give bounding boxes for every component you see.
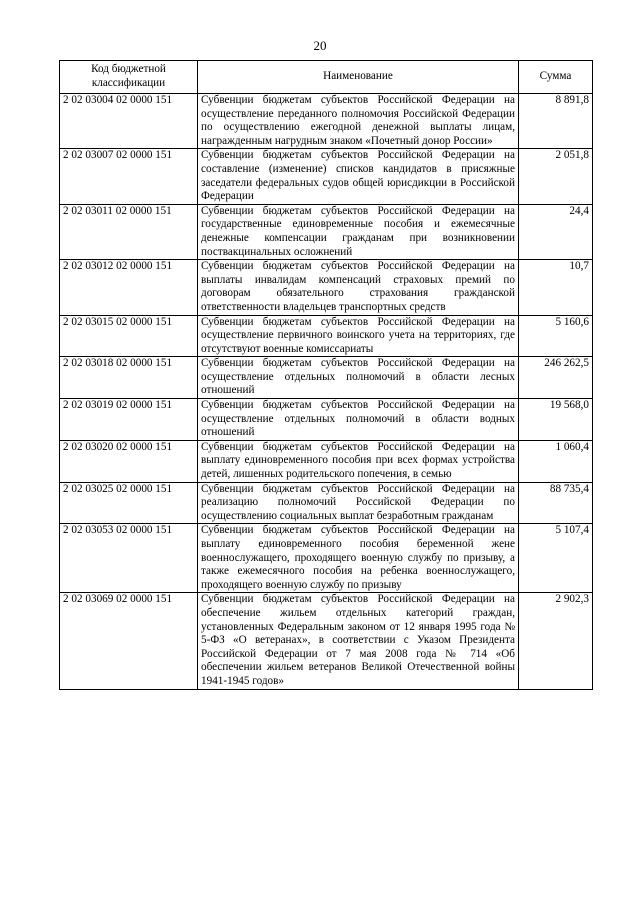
table-row [60,399,593,441]
row-code: 2 02 03012 02 0000 151 [60,260,198,315]
row-name: Субвенции бюджетам субъектов Российской Федерации на обеспечение жильем отдельных категорий граждан, установленных Федеральным законом от 12 января 1995 года № 5-ФЗ «О ветеранах», в соответствии с Указом Президента Российской Федерации от 7 мая 2008 года № 714 «Об обеспечении жильем ветеранов Великой Отечественной войны 1941-1945 годов» [198,593,519,689]
row-name: Субвенции бюджетам субъектов Российской Федерации на осуществление переданного полномочия Российской Федерации по осуществлению ежегодной денежной выплаты лицам, награжденным нагрудным знаком «Почетный донор России» [198,94,519,149]
row-name: Субвенции бюджетам субъектов Российской Федерации на осуществление отдельных полномочий в области водных отношений [198,399,519,441]
row-sum: 24,4 [519,204,593,259]
table-row [60,204,593,259]
table-row [60,260,593,315]
row-sum: 1 060,4 [519,440,593,482]
row-name: Субвенции бюджетам субъектов Российской Федерации на составление (изменение) списков кандидатов в присяжные заседатели федеральных судов общей юрисдикции в Российской Федерации [198,149,519,204]
row-code: 2 02 03015 02 0000 151 [60,315,198,357]
row-sum: 10,7 [519,260,593,315]
row-sum: 19 568,0 [519,399,593,441]
table-row [60,440,593,482]
table-row [60,94,593,149]
row-code: 2 02 03018 02 0000 151 [60,357,198,399]
table-row [60,149,593,204]
row-sum: 246 262,5 [519,357,593,399]
row-name: Субвенции бюджетам субъектов Российской Федерации на осуществление отдельных полномочий в области лесных отношений [198,357,519,399]
table-row [60,524,593,593]
row-sum: 8 891,8 [519,94,593,149]
table-row [60,482,593,524]
row-code: 2 02 03020 02 0000 151 [60,440,198,482]
table-header-row [60,61,593,94]
table-row [60,357,593,399]
budget-table [59,60,593,690]
row-sum: 88 735,4 [519,482,593,524]
row-name: Субвенции бюджетам субъектов Российской Федерации на выплату единовременного пособия беременной жене военнослужащего, проходящего военную службу по призыву, а также ежемесячного пособия на ребенка военнослужащего, проходящего военную службу по призыву [198,524,519,593]
row-name: Субвенции бюджетам субъектов Российской Федерации на реализацию полномочий Российской Федерации по осуществлению социальных выплат безработным гражданам [198,482,519,524]
row-sum: 2 051,8 [519,149,593,204]
row-code: 2 02 03025 02 0000 151 [60,482,198,524]
row-name: Субвенции бюджетам субъектов Российской Федерации на выплату единовременного пособия при всех формах устройства детей, лишенных родительского попечения, в семью [198,440,519,482]
row-name: Субвенции бюджетам субъектов Российской Федерации на государственные единовременные пособия и ежемесячные денежные компенсации гражданам при возникновении поствакцинальных осложнений [198,204,519,259]
row-name: Субвенции бюджетам субъектов Российской Федерации на осуществление первичного воинского учета на территориях, где отсутствуют военные комиссариаты [198,315,519,357]
row-sum: 2 902,3 [519,593,593,689]
row-name: Субвенции бюджетам субъектов Российской Федерации на выплаты инвалидам компенсаций страховых премий по договорам обязательного страхования гражданской ответственности владельцев транспортных средств [198,260,519,315]
row-code: 2 02 03019 02 0000 151 [60,399,198,441]
row-sum: 5 107,4 [519,524,593,593]
header-name: Наименование [198,61,519,94]
page-number: 20 [313,38,327,53]
header-sum: Сумма [519,61,593,94]
row-code: 2 02 03004 02 0000 151 [60,94,198,149]
table-row [60,315,593,357]
header-code: Код бюджетной классификации [60,61,198,94]
row-code: 2 02 03069 02 0000 151 [60,593,198,689]
row-code: 2 02 03007 02 0000 151 [60,149,198,204]
table-row [60,593,593,689]
row-code: 2 02 03053 02 0000 151 [60,524,198,593]
row-code: 2 02 03011 02 0000 151 [60,204,198,259]
row-sum: 5 160,6 [519,315,593,357]
